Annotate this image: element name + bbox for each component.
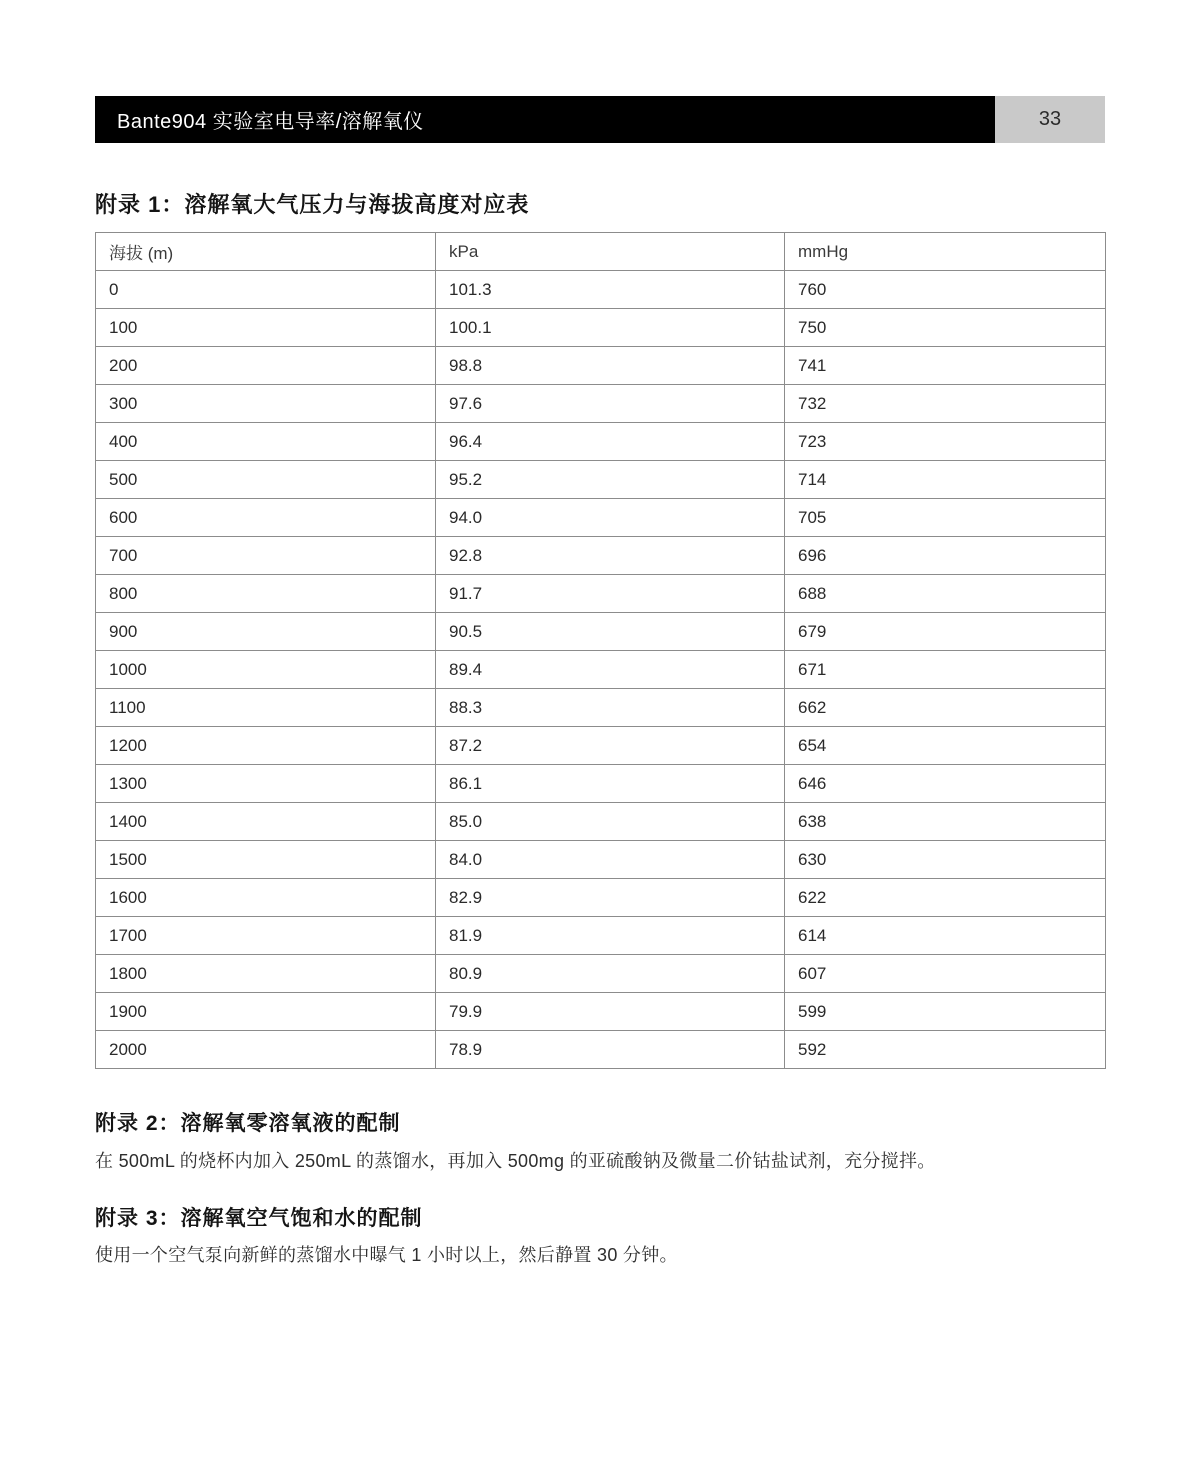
table-row [96,613,1106,651]
table-row [96,537,1106,575]
table-row [96,651,1106,689]
appendix3-body: 使用一个空气泵向新鲜的蒸馏水中曝气 1 小时以上，然后静置 30 分钟。 [95,1245,678,1265]
table-header-row [96,233,1106,271]
table-cell: 760 [785,271,1106,309]
table-cell: 630 [785,841,1106,879]
page-header-bar [95,96,995,143]
table-cell: 679 [785,613,1106,651]
table-cell: 92.8 [436,537,785,575]
table-cell: 500 [96,461,436,499]
table-row [96,955,1106,993]
table-column-header: kPa [436,233,785,271]
table-cell: 800 [96,575,436,613]
table-row [96,727,1106,765]
table-cell: 84.0 [436,841,785,879]
table-cell: 86.1 [436,765,785,803]
table-cell: 1000 [96,651,436,689]
table-cell: 85.0 [436,803,785,841]
table-cell: 723 [785,423,1106,461]
table-row [96,499,1106,537]
table-cell: 696 [785,537,1106,575]
appendix1-title: 附录 1：溶解氧大气压力与海拔高度对应表 [95,192,530,217]
document-title: Bante904 实验室电导率/溶解氧仪 [117,111,424,133]
table-cell: 1600 [96,879,436,917]
table-cell: 705 [785,499,1106,537]
table-cell: 900 [96,613,436,651]
table-row [96,385,1106,423]
table-cell: 87.2 [436,727,785,765]
table-cell: 101.3 [436,271,785,309]
page-number-box [995,96,1105,143]
table-cell: 662 [785,689,1106,727]
table-cell: 592 [785,1031,1106,1069]
table-cell: 0 [96,271,436,309]
table-column-header: mmHg [785,233,1106,271]
table-row [96,347,1106,385]
table-row [96,689,1106,727]
altitude-pressure-table [95,232,1106,1069]
table-row [96,993,1106,1031]
table-cell: 90.5 [436,613,785,651]
table-cell: 98.8 [436,347,785,385]
table-cell: 80.9 [436,955,785,993]
table-row [96,765,1106,803]
table-row [96,271,1106,309]
table-cell: 94.0 [436,499,785,537]
table-cell: 91.7 [436,575,785,613]
table-cell: 1700 [96,917,436,955]
table-row [96,1031,1106,1069]
table-row [96,309,1106,347]
appendix3-title: 附录 3：溶解氧空气饱和水的配制 [95,1207,423,1230]
table-cell: 88.3 [436,689,785,727]
table-cell: 400 [96,423,436,461]
table-cell: 732 [785,385,1106,423]
appendix2-body: 在 500mL 的烧杯内加入 250mL 的蒸馏水，再加入 500mg 的亚硫酸钠及微量二价钴盐试剂，充分搅拌。 [95,1151,936,1171]
table-cell: 200 [96,347,436,385]
table-cell: 100.1 [436,309,785,347]
table-cell: 1900 [96,993,436,1031]
page-number: 33 [1038,108,1062,130]
table-cell: 1300 [96,765,436,803]
table-cell: 89.4 [436,651,785,689]
table-cell: 100 [96,309,436,347]
table-cell: 96.4 [436,423,785,461]
table-cell: 82.9 [436,879,785,917]
table-cell: 638 [785,803,1106,841]
table-cell: 654 [785,727,1106,765]
table-row [96,423,1106,461]
table-row [96,879,1106,917]
table-cell: 646 [785,765,1106,803]
table-cell: 95.2 [436,461,785,499]
table-cell: 1800 [96,955,436,993]
table-cell: 1200 [96,727,436,765]
table-cell: 97.6 [436,385,785,423]
table-cell: 2000 [96,1031,436,1069]
appendix2-title: 附录 2：溶解氧零溶氧液的配制 [95,1112,401,1135]
table-cell: 714 [785,461,1106,499]
table-cell: 1100 [96,689,436,727]
table-cell: 600 [96,499,436,537]
table-cell: 300 [96,385,436,423]
table-row [96,575,1106,613]
table-cell: 599 [785,993,1106,1031]
table-row [96,917,1106,955]
table-cell: 622 [785,879,1106,917]
table-cell: 671 [785,651,1106,689]
table-cell: 1500 [96,841,436,879]
table-cell: 81.9 [436,917,785,955]
table-cell: 607 [785,955,1106,993]
table-row [96,841,1106,879]
table-cell: 79.9 [436,993,785,1031]
table-row [96,461,1106,499]
table-cell: 78.9 [436,1031,785,1069]
table-row [96,803,1106,841]
table-cell: 614 [785,917,1106,955]
table-column-header: 海拔 (m) [96,233,436,271]
table-cell: 1400 [96,803,436,841]
table-cell: 688 [785,575,1106,613]
table-cell: 750 [785,309,1106,347]
table-cell: 741 [785,347,1106,385]
table-cell: 700 [96,537,436,575]
